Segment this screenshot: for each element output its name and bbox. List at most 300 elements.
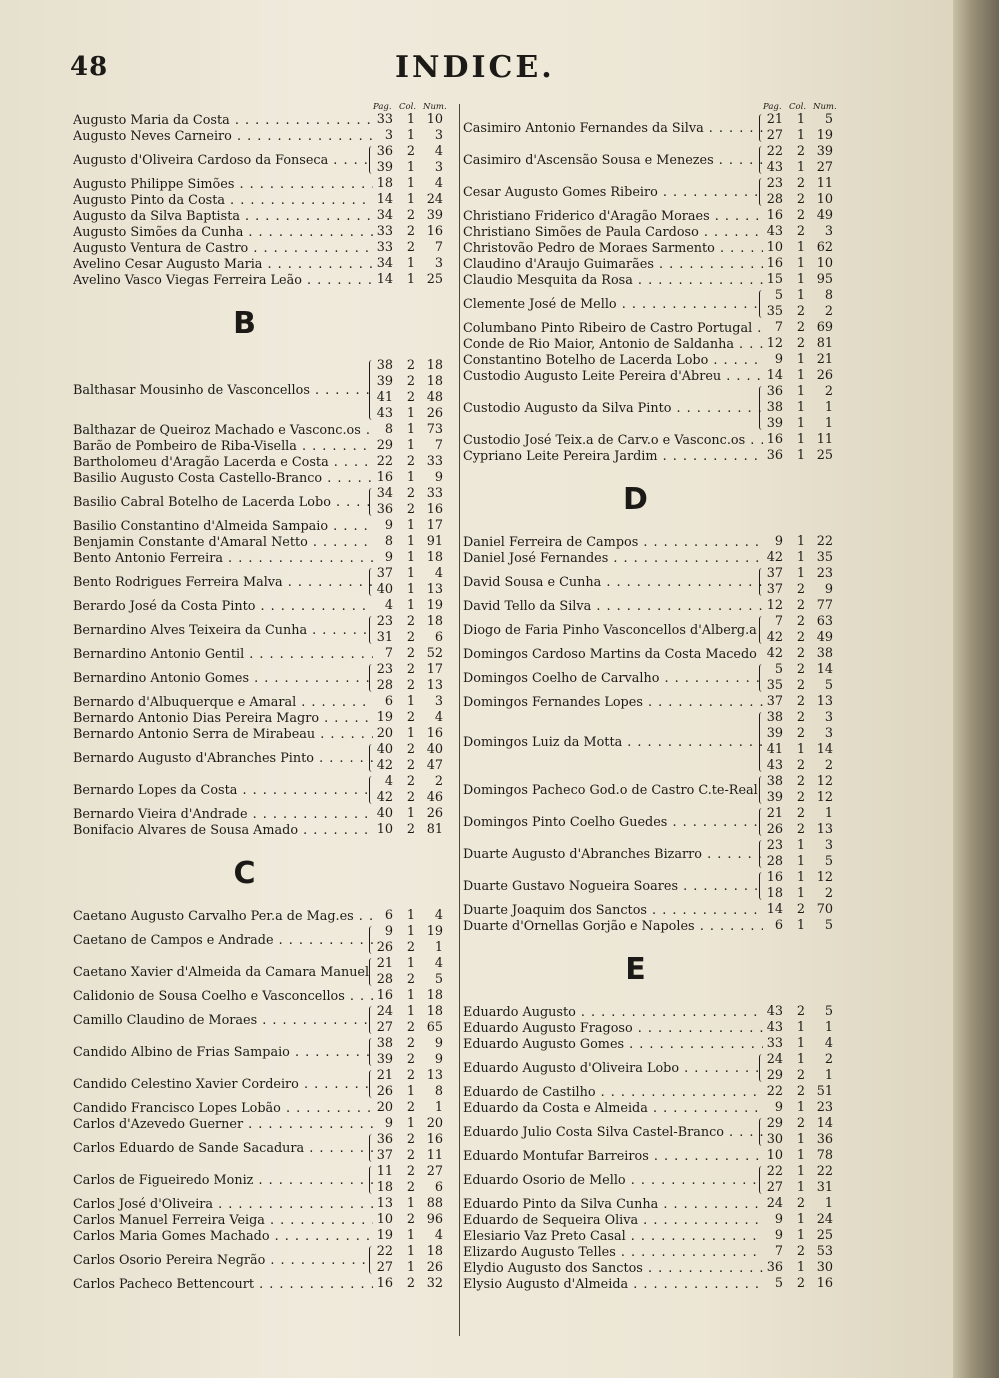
- ref-column: 1: [406, 1004, 415, 1019]
- reference-row: [373, 790, 456, 806]
- ref-page: 20: [376, 1100, 393, 1115]
- entry-name: Candido Albino de Frias Sampaio . . .: [73, 1045, 373, 1060]
- index-entry: [463, 1116, 848, 1148]
- reference-row: [373, 662, 456, 678]
- ref-number: 46: [426, 790, 443, 805]
- index-entry: [73, 774, 456, 806]
- reference-row: [763, 630, 848, 646]
- ref-number: 62: [816, 240, 833, 255]
- entry-references: [763, 870, 848, 902]
- reference-row: [373, 1228, 456, 1244]
- reference-row: [763, 256, 848, 272]
- ref-number: 27: [816, 160, 833, 175]
- ref-column: 2: [406, 790, 415, 805]
- reference-row: [373, 630, 456, 646]
- ref-number: 16: [816, 1276, 833, 1291]
- ref-column: 2: [406, 614, 415, 629]
- ref-column: 2: [406, 374, 415, 389]
- ref-column: 1: [796, 1020, 805, 1035]
- ref-number: 10: [816, 192, 833, 207]
- ref-page: 29: [766, 1116, 783, 1131]
- entry-references: [373, 774, 456, 806]
- ref-column: 1: [796, 1164, 805, 1179]
- ref-column: 2: [406, 774, 415, 789]
- entry-name: Carlos José d'Oliveira . . .: [73, 1197, 373, 1212]
- ref-number: 26: [426, 806, 443, 821]
- ref-number: 5: [824, 678, 833, 693]
- entry-references: [763, 432, 848, 448]
- ref-number: 18: [426, 988, 443, 1003]
- ref-number: 14: [816, 742, 833, 757]
- entry-references: [373, 358, 456, 422]
- index-entry: [463, 614, 848, 646]
- ref-column: 1: [406, 694, 415, 709]
- ref-page: 16: [376, 988, 393, 1003]
- index-entry: [73, 742, 456, 774]
- ref-number: 1: [824, 416, 833, 431]
- ref-column: 2: [406, 678, 415, 693]
- entry-references: [373, 908, 456, 924]
- ref-page: 42: [376, 758, 393, 773]
- ref-number: 13: [426, 678, 443, 693]
- ref-column: 2: [796, 662, 805, 677]
- entry-references: [373, 1244, 456, 1276]
- ref-page: 39: [376, 374, 393, 389]
- entry-name: Caetano Xavier d'Almeida da Camara Manuel . . .: [73, 965, 373, 980]
- ref-column: 2: [406, 358, 415, 373]
- reference-row: [763, 566, 848, 582]
- ref-column: 1: [406, 582, 415, 597]
- entry-name: Augusto da Silva Baptista . . .: [73, 209, 373, 224]
- entry-references: [373, 112, 456, 128]
- ref-page: 42: [376, 790, 393, 805]
- index-entry: [73, 908, 456, 924]
- ref-column: 1: [796, 1052, 805, 1067]
- entry-name: Custodio Augusto Leite Pereira d'Abreu . . .: [463, 369, 763, 384]
- entry-name: Casimiro d'Ascensão Sousa e Menezes . . .: [463, 153, 763, 168]
- ref-page: 16: [766, 870, 783, 885]
- ref-number: 4: [434, 710, 443, 725]
- ref-number: 1: [434, 1100, 443, 1115]
- header-col: Col.: [789, 102, 807, 112]
- entry-name: Caetano de Campos e Andrade . . .: [73, 933, 373, 948]
- ref-page: 9: [774, 1212, 783, 1227]
- ref-number: 14: [816, 1116, 833, 1131]
- ref-page: 26: [376, 1084, 393, 1099]
- ref-column: 1: [406, 598, 415, 613]
- ref-page: 3: [384, 128, 393, 143]
- reference-row: [763, 336, 848, 352]
- entry-references: [763, 288, 848, 320]
- entry-name: Barão de Pombeiro de Riba-Visella . . .: [73, 439, 373, 454]
- entry-name: Constantino Botelho de Lacerda Lobo . . .: [463, 353, 763, 368]
- entry-references: [763, 662, 848, 694]
- index-entry: [73, 256, 456, 272]
- reference-row: [763, 1068, 848, 1084]
- ref-column: 1: [796, 534, 805, 549]
- index-entry: [463, 534, 848, 550]
- reference-row: [373, 256, 456, 272]
- entry-name: Augusto d'Oliveira Cardoso da Fonseca . . .: [73, 153, 373, 168]
- reference-row: [763, 870, 848, 886]
- section-letter: C: [233, 855, 256, 891]
- ref-page: 7: [774, 320, 783, 335]
- ref-column: 2: [406, 1036, 415, 1051]
- ref-number: 48: [426, 390, 443, 405]
- ref-column: 1: [406, 176, 415, 191]
- ref-column: 2: [406, 1276, 415, 1291]
- index-entry: [73, 550, 456, 566]
- ref-column: 1: [406, 192, 415, 207]
- page-title: INDICE.: [395, 50, 555, 85]
- entry-references: [373, 486, 456, 518]
- header-pag: Pag.: [373, 102, 392, 112]
- reference-row: [373, 1132, 456, 1148]
- ref-page: 43: [766, 1020, 783, 1035]
- index-entry: [463, 1020, 848, 1036]
- ref-page: 9: [384, 550, 393, 565]
- index-entry: [73, 1228, 456, 1244]
- entry-name: Eduardo da Costa e Almeida . . .: [463, 1101, 763, 1116]
- reference-row: [373, 518, 456, 534]
- ref-number: 21: [816, 352, 833, 367]
- ref-number: 5: [434, 972, 443, 987]
- ref-number: 38: [816, 646, 833, 661]
- entry-name: Diogo de Faria Pinho Vasconcellos d'Alberg.a . . .: [463, 623, 763, 638]
- ref-page: 39: [376, 1052, 393, 1067]
- ref-number: 19: [426, 924, 443, 939]
- entry-references: [373, 240, 456, 256]
- reference-row: [373, 614, 456, 630]
- entry-references: [763, 224, 848, 240]
- ref-column: 2: [796, 192, 805, 207]
- index-entry: [463, 774, 848, 806]
- ref-column: 2: [406, 1148, 415, 1163]
- index-entry: [73, 1100, 456, 1116]
- entry-references: [763, 598, 848, 614]
- index-entry: [73, 598, 456, 614]
- entry-name: Eduardo de Castilho . . .: [463, 1085, 763, 1100]
- ref-column: 1: [406, 726, 415, 741]
- ref-column: 1: [796, 1212, 805, 1227]
- ref-number: 18: [426, 614, 443, 629]
- column-header: [73, 96, 456, 112]
- ref-page: 36: [376, 1132, 393, 1147]
- ref-column: 1: [406, 924, 415, 939]
- entry-name: Eduardo Julio Costa Silva Castel-Branco . . .: [463, 1125, 763, 1140]
- ref-column: 2: [796, 176, 805, 191]
- ref-page: 18: [376, 176, 393, 191]
- index-entry: [463, 1004, 848, 1020]
- entry-name: Christiano Simões de Paula Cardoso . . .: [463, 225, 763, 240]
- entry-name: Elesiario Vaz Preto Casal . . .: [463, 1229, 763, 1244]
- reference-row: [373, 454, 456, 470]
- reference-row: [373, 646, 456, 662]
- ref-column: 1: [406, 1116, 415, 1131]
- index-entry: [463, 1228, 848, 1244]
- ref-column: 1: [796, 400, 805, 415]
- reference-row: [763, 1212, 848, 1228]
- index-entry: [73, 1004, 456, 1036]
- ref-number: 96: [426, 1212, 443, 1227]
- ref-page: 7: [774, 614, 783, 629]
- entry-name: Bernardo Antonio Dias Pereira Magro . . .: [73, 711, 373, 726]
- reference-row: [373, 486, 456, 502]
- entry-name: Bernardino Antonio Gomes . . .: [73, 671, 373, 686]
- entry-name: Candido Celestino Xavier Cordeiro . . .: [73, 1077, 373, 1092]
- ref-number: 3: [824, 224, 833, 239]
- reference-row: [373, 1276, 456, 1292]
- index-entry: [73, 956, 456, 988]
- ref-page: 33: [766, 1036, 783, 1051]
- ref-page: 28: [376, 972, 393, 987]
- reference-row: [373, 1116, 456, 1132]
- reference-row: [763, 352, 848, 368]
- entry-references: [763, 1260, 848, 1276]
- ref-page: 10: [766, 1148, 783, 1163]
- ref-page: 9: [384, 518, 393, 533]
- ref-number: 13: [816, 694, 833, 709]
- entry-references: [373, 694, 456, 710]
- ref-column: 2: [796, 208, 805, 223]
- reference-row: [763, 758, 848, 774]
- entry-name: Custodio José Teix.a de Carv.o e Vasconc.os . . .: [463, 433, 763, 448]
- ref-column: 2: [406, 1068, 415, 1083]
- reference-row: [763, 160, 848, 176]
- ref-number: 4: [434, 1228, 443, 1243]
- ref-number: 2: [824, 304, 833, 319]
- index-entry: [73, 534, 456, 550]
- ref-page: 27: [766, 1180, 783, 1195]
- reference-row: [373, 774, 456, 790]
- reference-row: [373, 390, 456, 406]
- reference-row: [763, 432, 848, 448]
- ref-number: 9: [824, 582, 833, 597]
- ref-number: 1: [824, 806, 833, 821]
- entry-references: [373, 1116, 456, 1132]
- index-entry: [463, 240, 848, 256]
- ref-page: 5: [774, 288, 783, 303]
- ref-column: 1: [796, 448, 805, 463]
- reference-row: [373, 144, 456, 160]
- reference-row: [373, 422, 456, 438]
- entry-references: [373, 822, 456, 838]
- ref-number: 18: [426, 1004, 443, 1019]
- reference-row: [373, 240, 456, 256]
- entry-name: Bernardino Antonio Gentil . . .: [73, 647, 373, 662]
- ref-page: 9: [384, 1116, 393, 1131]
- index-entry: [73, 1244, 456, 1276]
- entry-references: [373, 662, 456, 694]
- ref-page: 40: [376, 582, 393, 597]
- entry-name: Carlos d'Azevedo Guerner . . .: [73, 1117, 373, 1132]
- entry-name: Bartholomeu d'Aragão Lacerda e Costa . . .: [73, 455, 373, 470]
- entry-references: [373, 1036, 456, 1068]
- ref-page: 35: [766, 304, 783, 319]
- ref-page: 39: [766, 416, 783, 431]
- entry-references: [763, 710, 848, 774]
- entry-name: Carlos de Figueiredo Moniz . . .: [73, 1173, 373, 1188]
- index-entry: [73, 646, 456, 662]
- ref-number: 18: [426, 1244, 443, 1259]
- ref-page: 33: [376, 224, 393, 239]
- index-entry: [463, 1052, 848, 1084]
- ref-column: 1: [796, 352, 805, 367]
- entry-name: Bernardo d'Albuquerque e Amaral . . .: [73, 695, 373, 710]
- ref-number: 49: [816, 630, 833, 645]
- entry-name: Augusto Simões da Cunha . . .: [73, 225, 373, 240]
- ref-page: 18: [376, 1180, 393, 1195]
- entry-name: Bernardo Augusto d'Abranches Pinto . . .: [73, 751, 373, 766]
- ref-number: 4: [434, 144, 443, 159]
- ref-column: 2: [406, 240, 415, 255]
- ref-column: 2: [796, 758, 805, 773]
- ref-column: 1: [796, 432, 805, 447]
- ref-page: 38: [376, 1036, 393, 1051]
- ref-number: 26: [426, 406, 443, 421]
- reference-row: [763, 1020, 848, 1036]
- ref-number: 5: [824, 854, 833, 869]
- entry-name: Bonifacio Alvares de Sousa Amado . . .: [73, 823, 373, 838]
- ref-column: 2: [796, 678, 805, 693]
- ref-page: 39: [766, 726, 783, 741]
- ref-column: 2: [406, 1100, 415, 1115]
- ref-number: 2: [824, 384, 833, 399]
- ref-page: 9: [774, 352, 783, 367]
- ref-page: 14: [376, 272, 393, 287]
- ref-column: 2: [796, 1084, 805, 1099]
- ref-number: 88: [426, 1196, 443, 1211]
- entry-references: [763, 112, 848, 144]
- entry-references: [763, 208, 848, 224]
- entry-name: Camillo Claudino de Moraes . . .: [73, 1013, 373, 1028]
- ref-column: 1: [796, 838, 805, 853]
- entry-references: [373, 598, 456, 614]
- ref-page: 19: [376, 710, 393, 725]
- index-entry: [463, 1276, 848, 1292]
- ref-number: 2: [824, 758, 833, 773]
- index-entry: [463, 1196, 848, 1212]
- ref-column: 1: [406, 908, 415, 923]
- ref-page: 41: [376, 390, 393, 405]
- ref-page: 18: [766, 886, 783, 901]
- ref-number: 18: [426, 374, 443, 389]
- index-entry: [463, 224, 848, 240]
- ref-page: 15: [766, 272, 783, 287]
- ref-page: 28: [376, 678, 393, 693]
- entry-name: Carlos Eduardo de Sande Sacadura . . .: [73, 1141, 373, 1156]
- reference-row: [763, 710, 848, 726]
- ref-page: 9: [384, 924, 393, 939]
- entry-name: Benjamin Constante d'Amaral Netto . . .: [73, 535, 373, 550]
- entry-references: [373, 550, 456, 566]
- ref-column: 1: [796, 870, 805, 885]
- reference-row: [763, 1276, 848, 1292]
- entry-references: [763, 566, 848, 598]
- ref-number: 3: [434, 694, 443, 709]
- entry-name: Carlos Pacheco Bettencourt . . .: [73, 1277, 373, 1292]
- entry-name: Carlos Osorio Pereira Negrão . . .: [73, 1253, 373, 1268]
- ref-page: 40: [376, 742, 393, 757]
- entry-name: Eduardo Augusto Fragoso . . .: [463, 1021, 763, 1036]
- entry-name: Custodio Augusto da Silva Pinto . . .: [463, 401, 763, 416]
- ref-number: 16: [426, 224, 443, 239]
- index-entry: [463, 144, 848, 176]
- index-entry: [463, 902, 848, 918]
- ref-column: 2: [406, 822, 415, 837]
- ref-number: 11: [426, 1148, 443, 1163]
- index-entry: [463, 550, 848, 566]
- reference-row: [373, 1212, 456, 1228]
- index-entry: [73, 1276, 456, 1292]
- ref-column: 1: [796, 854, 805, 869]
- entry-references: [373, 710, 456, 726]
- reference-row: [763, 1196, 848, 1212]
- ref-page: 24: [376, 1004, 393, 1019]
- entry-references: [763, 1100, 848, 1116]
- reference-row: [763, 694, 848, 710]
- ref-page: 39: [766, 790, 783, 805]
- ref-column: 1: [406, 406, 415, 421]
- ref-number: 91: [426, 534, 443, 549]
- entry-name: Duarte d'Ornellas Gorjão e Napoles . . .: [463, 919, 763, 934]
- reference-row: [373, 374, 456, 390]
- ref-page: 40: [376, 806, 393, 821]
- entry-name: Elysio Augusto d'Almeida . . .: [463, 1277, 763, 1292]
- entry-references: [373, 1132, 456, 1164]
- reference-row: [763, 304, 848, 320]
- ref-number: 26: [816, 368, 833, 383]
- index-entry: [463, 208, 848, 224]
- index-entry: [73, 822, 456, 838]
- ref-column: 1: [406, 566, 415, 581]
- ref-column: 1: [406, 956, 415, 971]
- ref-page: 21: [376, 1068, 393, 1083]
- reference-row: [763, 1132, 848, 1148]
- entry-references: [373, 272, 456, 288]
- entry-name: Bernardo Vieira d'Andrade . . .: [73, 807, 373, 822]
- ref-page: 43: [766, 1004, 783, 1019]
- ref-column: 1: [406, 160, 415, 175]
- index-entry: [463, 918, 848, 934]
- ref-number: 36: [816, 1132, 833, 1147]
- reference-row: [763, 1244, 848, 1260]
- ref-column: 2: [796, 304, 805, 319]
- ref-page: 43: [766, 224, 783, 239]
- ref-page: 35: [766, 678, 783, 693]
- reference-row: [763, 1260, 848, 1276]
- ref-column: 1: [796, 1036, 805, 1051]
- reference-row: [763, 1100, 848, 1116]
- ref-column: 1: [796, 240, 805, 255]
- entry-references: [373, 224, 456, 240]
- reference-row: [763, 646, 848, 662]
- entry-name: Bernardino Alves Teixeira da Cunha . . .: [73, 623, 373, 638]
- ref-page: 36: [376, 144, 393, 159]
- entry-name: Domingos Fernandes Lopes . . .: [463, 695, 763, 710]
- index-entry: [73, 518, 456, 534]
- index-entry: [73, 662, 456, 694]
- ref-column: 2: [796, 1068, 805, 1083]
- index-entry: [463, 870, 848, 902]
- ref-number: 4: [434, 908, 443, 923]
- ref-column: 1: [406, 1244, 415, 1259]
- entry-references: [373, 454, 456, 470]
- ref-column: 1: [796, 1228, 805, 1243]
- reference-row: [373, 726, 456, 742]
- entry-name: Duarte Joaquim dos Sanctos . . .: [463, 903, 763, 918]
- ref-column: 2: [796, 726, 805, 741]
